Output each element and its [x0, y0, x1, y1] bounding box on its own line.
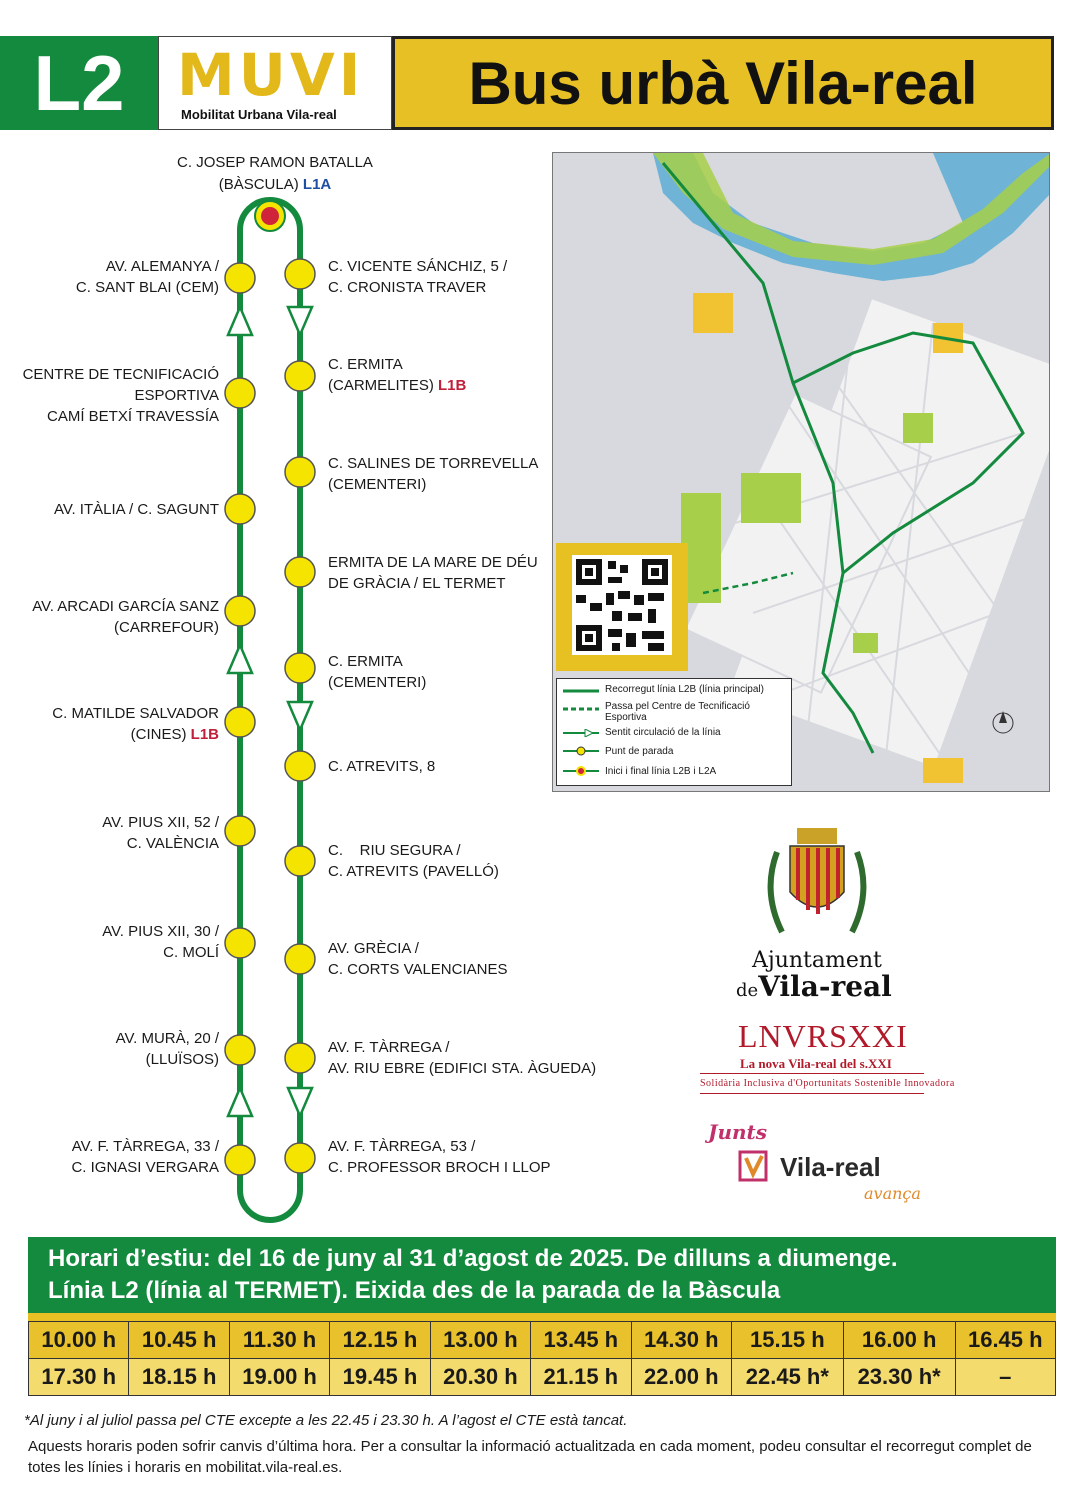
stop-label-left: AV. ALEMANYA / C. SANT BLAI (CEM) [75, 258, 219, 296]
schedule-row [29, 1359, 1056, 1396]
stop-label-left: AV. ITÀLIA / C. SAGUNT [53, 501, 219, 518]
stop-label-right: C. ERMITA (CEMENTERI) [328, 653, 427, 691]
departure-time: 17.30 h [29, 1359, 129, 1396]
departure-time: 20.30 h [430, 1359, 530, 1396]
direction-arrow-down-icon [288, 702, 312, 730]
departure-time: 23.30 h* [843, 1359, 955, 1396]
schedule-heading [28, 1237, 1056, 1313]
legend-dashed-line-icon [563, 706, 599, 712]
avanca-brand-text: avança [864, 1184, 921, 1203]
stop-label-left: AV. MURÀ, 20 / (LLUÏSOS) [115, 1030, 219, 1068]
line-badge: L2 [0, 36, 158, 130]
departure-time: 13.45 h [531, 1322, 631, 1359]
terminal-label [150, 152, 400, 196]
stop-marker-icon [225, 596, 255, 626]
schedule-info-note: Aquests horaris poden sofrir canvis d’última hora. Per a consultar la informació actualitzada en cada moment, podeu consultar el recorregut complet de totes les línies i horaris en mobilitat.vila-real.es. [28, 1438, 1032, 1476]
departure-time: 14.30 h [631, 1322, 731, 1359]
departure-time: 21.15 h [531, 1359, 631, 1396]
stop-label-left: AV. PIUS XII, 30 / C. MOLÍ [102, 923, 219, 961]
stop-label-right: C. RIU SEGURA / C. ATREVITS (PAVELLÓ) [328, 842, 499, 880]
schedule-heading-line2: Línia L2 (línia al TERMET). Eixida des de la parada de la Bàscula [48, 1277, 781, 1304]
legend-item: Inici i final línia L2B i L2A [605, 766, 717, 777]
map-legend [556, 678, 792, 786]
stop-label-left: C. MATILDE SALVADOR (CINES) L1B [52, 705, 219, 743]
direction-arrow-up-icon [228, 1088, 252, 1116]
legend-stop-icon [563, 746, 599, 756]
muvi-logo-subtitle: Mobilitat Urbana Vila-real [181, 107, 337, 122]
schedule-row [29, 1322, 1056, 1359]
departure-time: 11.30 h [229, 1322, 329, 1359]
stop-marker-icon [285, 361, 315, 391]
stop-label-right: AV. GRÈCIA / C. CORTS VALENCIANES [328, 940, 508, 978]
departure-time: – [955, 1359, 1055, 1396]
route-diagram [220, 190, 320, 1230]
schedule-footnote: *Al juny i al juliol passa pel CTE excepte a les 22.45 i 23.30 h. A l’agost el CTE està tancat. [24, 1412, 628, 1429]
stop-marker-icon [225, 928, 255, 958]
terminal-stop-core-icon [261, 207, 279, 225]
terminal-link: L1A [302, 176, 332, 193]
stop-marker-icon [285, 1143, 315, 1173]
direction-arrow-down-icon [288, 1088, 312, 1116]
compass-north-icon [999, 711, 1007, 723]
lnvrsxxi-logo: LNVRSXXI [738, 1018, 908, 1054]
muvi-logo-word: MUVI [177, 41, 365, 109]
stop-marker-icon [285, 751, 315, 781]
junts-logo-text: Junts [708, 1120, 768, 1144]
direction-arrow-up-icon [228, 645, 252, 673]
stop-label-left: AV. PIUS XII, 52 / C. VALÈNCIA [102, 814, 219, 852]
stop-marker-icon [225, 707, 255, 737]
stop-marker-icon [225, 1145, 255, 1175]
departure-time: 15.15 h [731, 1322, 843, 1359]
departure-time: 12.15 h [330, 1322, 430, 1359]
legend-item: Sentit circulació de la línia [605, 727, 721, 738]
departure-time: 22.00 h [631, 1359, 731, 1396]
terminal-line1: C. JOSEP RAMON BATALLA [177, 154, 373, 171]
stop-label-right: C. VICENTE SÁNCHIZ, 5 / C. CRONISTA TRAVER [328, 258, 508, 296]
vila-real-brand-text: Vila-real [780, 1152, 881, 1182]
departure-time: 19.00 h [229, 1359, 329, 1396]
lnvrsxxi-divider [700, 1093, 924, 1094]
terminal-line2: (BÀSCULA) L1A [218, 176, 332, 193]
departure-time: 10.00 h [29, 1322, 129, 1359]
muvi-logo [158, 36, 392, 130]
departure-time: 16.00 h [843, 1322, 955, 1359]
schedule-heading-line1: Horari d’estiu: del 16 de juny al 31 d’agost de 2025. De dilluns a diumenge. [48, 1245, 898, 1272]
legend-item: Punt de parada [605, 746, 674, 757]
stop-marker-icon [225, 816, 255, 846]
departure-time: 10.45 h [129, 1322, 229, 1359]
stop-marker-icon [285, 1043, 315, 1073]
departure-time: 22.45 h* [731, 1359, 843, 1396]
stop-label-left: AV. ARCADI GARCÍA SANZ (CARREFOUR) [32, 598, 219, 636]
stop-marker-icon [285, 846, 315, 876]
stop-marker-icon [225, 1035, 255, 1065]
departure-time: 18.15 h [129, 1359, 229, 1396]
direction-arrow-up-icon [228, 307, 252, 335]
vila-real-brand-icon [738, 1148, 772, 1184]
page-title: Bus urbà Vila-real [392, 36, 1054, 130]
lnvrsxxi-subtitle: La nova Vila-real del s.XXI [740, 1056, 892, 1071]
departure-time: 19.45 h [330, 1359, 430, 1396]
legend-solid-line-icon [563, 688, 599, 694]
stop-marker-icon [225, 494, 255, 524]
stop-label-right: AV. F. TÀRREGA, 53 / C. PROFESSOR BROCH I LLOP [328, 1138, 551, 1176]
lnvrsxxi-tagline: Solidària Inclusiva d'Oportunitats Sostenible Innovadora [700, 1078, 955, 1089]
stop-marker-icon [285, 259, 315, 289]
ajuntament-logo-line1: Ajuntament [752, 948, 882, 973]
stop-marker-icon [225, 263, 255, 293]
qr-code-icon [556, 543, 688, 671]
stop-marker-icon [285, 457, 315, 487]
direction-arrow-down-icon [288, 307, 312, 335]
stop-marker-icon [285, 944, 315, 974]
stop-label-right: ERMITA DE LA MARE DE DÉU DE GRÀCIA / EL TERMET [328, 554, 538, 592]
stop-label-right: C. SALINES DE TORREVELLA (CEMENTERI) [328, 455, 539, 493]
departure-time: 16.45 h [955, 1322, 1055, 1359]
schedule-divider-bar [28, 1313, 1056, 1321]
coat-of-arms-icon [752, 822, 882, 942]
departure-time: 13.00 h [430, 1322, 530, 1359]
stop-label-right: AV. F. TÀRREGA / AV. RIU EBRE (EDIFICI STA. ÀGUEDA) [328, 1039, 597, 1077]
ajuntament-logo-line2: deVila-real [736, 970, 892, 1003]
stop-marker-icon [285, 557, 315, 587]
legend-arrow-icon [563, 729, 599, 737]
stop-label-right: C. ERMITA (CARMELITES) L1B [328, 356, 467, 394]
legend-terminal-icon [563, 766, 599, 776]
stop-label-left: AV. F. TÀRREGA, 33 / C. IGNASI VERGARA [71, 1138, 219, 1176]
stop-label-left: CENTRE DE TECNIFICACIÓ ESPORTIVA CAMÍ BETXÍ TRAVESSÍA [22, 366, 219, 425]
schedule-table [28, 1321, 1056, 1396]
legend-item: Passa pel Centre de Tecnificació Esportiva [605, 701, 750, 723]
legend-item: Recorregut línia L2B (línia principal) [605, 684, 764, 695]
stop-marker-icon [285, 653, 315, 683]
stop-marker-icon [225, 378, 255, 408]
stop-label-right: C. ATREVITS, 8 [328, 758, 436, 775]
qr-code[interactable] [556, 543, 688, 671]
lnvrsxxi-divider [700, 1073, 924, 1074]
